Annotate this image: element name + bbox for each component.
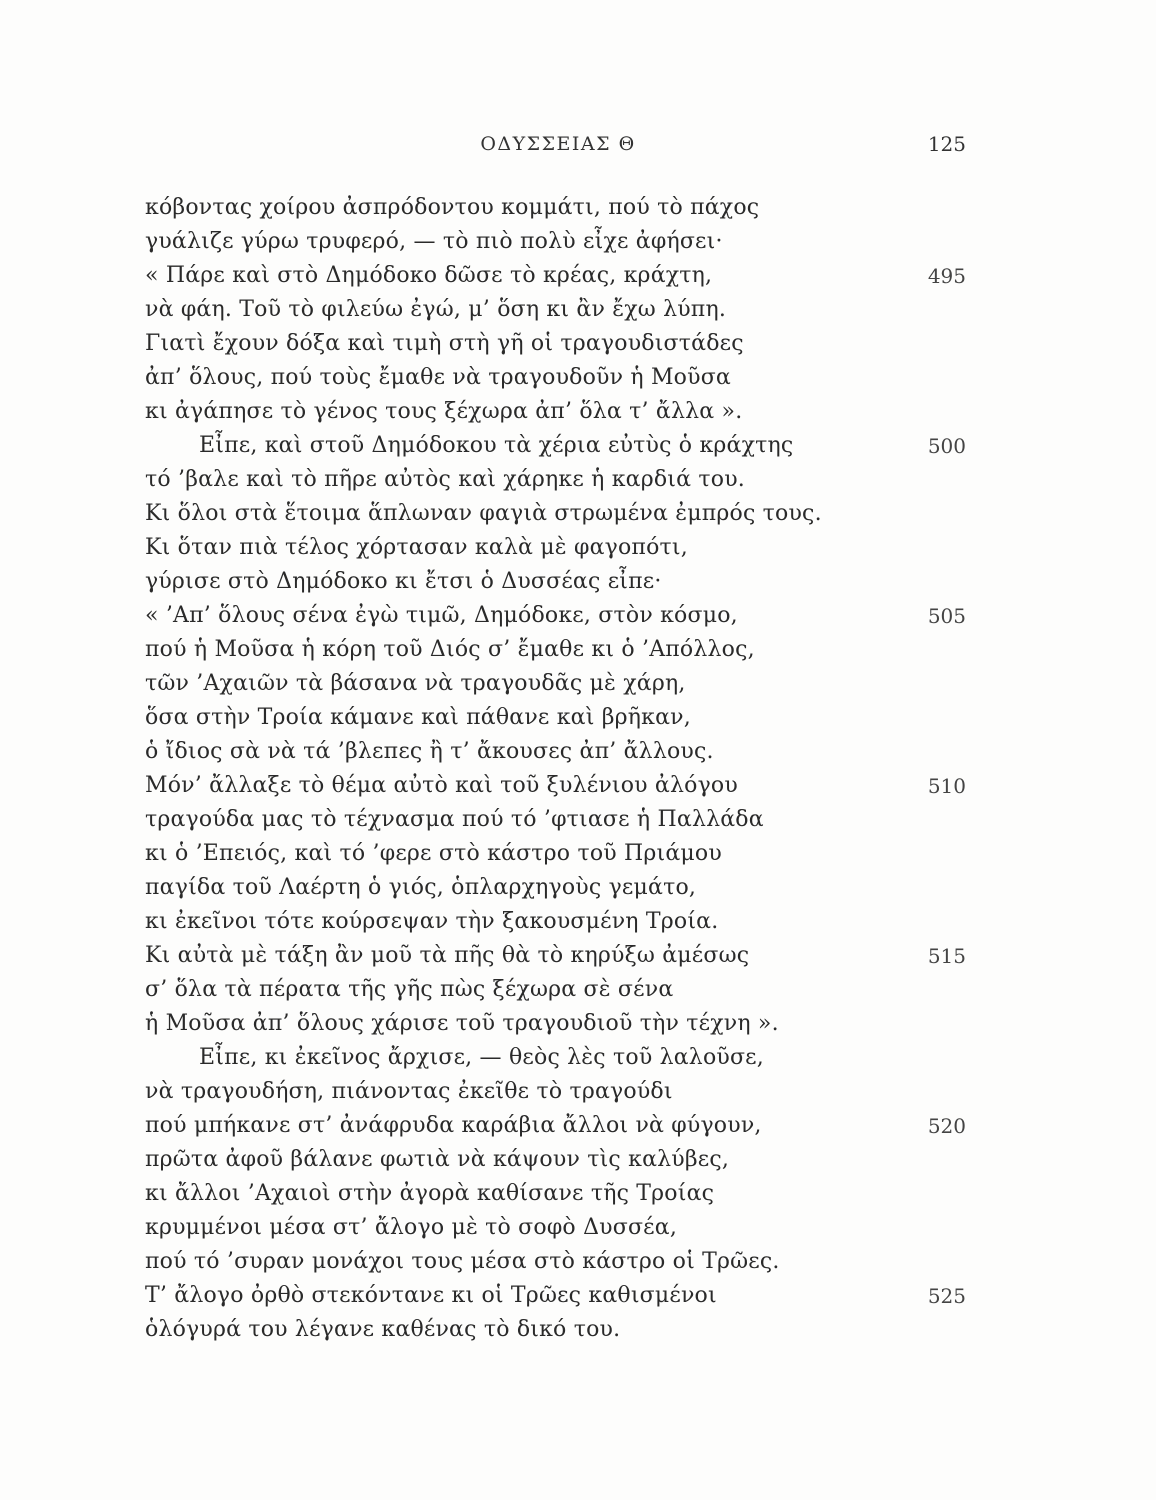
verse-line xyxy=(145,361,975,395)
verse-text: γύρισε στὸ Δημόδοκο κι ἔτσι ὁ Δυσσέας εἶπε· xyxy=(145,569,662,594)
running-title: ΟΔΥΣΣΕΙΑΣ Θ xyxy=(480,133,636,155)
verse-line xyxy=(145,259,975,293)
line-number: 505 xyxy=(927,604,966,628)
verse-text: κι ἄλλοι ’Αχαιοὶ στὴν ἀγορὰ καθίσανε τῆς Τροίας xyxy=(145,1181,715,1206)
verse-line xyxy=(145,769,975,803)
verse-line xyxy=(145,531,975,565)
verse-text: πρῶτα ἀφοῦ βάλανε φωτιὰ νὰ κάψουν τὶς καλύβες, xyxy=(145,1147,730,1172)
verse-line xyxy=(145,973,975,1007)
verse-text: κι ὁ ’Επειός, καὶ τό ’φερε στὸ κάστρο τοῦ Πριάμου xyxy=(145,841,722,866)
verse-line xyxy=(145,1177,975,1211)
verse-line xyxy=(145,667,975,701)
verse-line xyxy=(145,1109,975,1143)
verse-line xyxy=(145,1143,975,1177)
verse-line xyxy=(145,327,975,361)
verse-line xyxy=(145,1245,975,1279)
verse-text: νὰ φάη. Τοῦ τὸ φιλεύω ἐγώ, μ’ ὅση κι ἂν ἔχω λύπη. xyxy=(145,297,727,322)
line-number: 520 xyxy=(927,1114,966,1138)
verse-text: τό ’βαλε καὶ τὸ πῆρε αὐτὸς καὶ χάρηκε ἡ καρδιά του. xyxy=(145,467,745,492)
verse-text: κι ἀγάπησε τὸ γένος τους ξέχωρα ἀπ’ ὅλα τ’ ἄλλα ». xyxy=(145,399,743,424)
verse-text: Εἶπε, καὶ στοῦ Δημόδοκου τὰ χέρια εὐτὺς ὁ κράχτης xyxy=(199,433,794,458)
verse-text: ὅσα στὴν Τροία κάμανε καὶ πάθανε καὶ βρῆκαν, xyxy=(145,705,691,730)
verse-line xyxy=(145,939,975,973)
line-number: 495 xyxy=(927,264,966,288)
verse-text: Κι ὅλοι στὰ ἕτοιμα ἅπλωναν φαγιὰ στρωμένα ἐμπρός τους. xyxy=(145,501,822,526)
verse-text: Τ’ ἄλογο ὀρθὸ στεκόντανε κι οἱ Τρῶες καθισμένοι xyxy=(145,1283,717,1308)
verse-line xyxy=(145,1313,975,1347)
verse-text: σ’ ὅλα τὰ πέρατα τῆς γῆς πὼς ξέχωρα σὲ σένα xyxy=(145,977,674,1002)
verse-text: κρυμμένοι μέσα στ’ ἄλογο μὲ τὸ σοφὸ Δυσσέα, xyxy=(145,1215,678,1240)
verse-line xyxy=(145,633,975,667)
verse-line xyxy=(145,837,975,871)
verse-line xyxy=(145,905,975,939)
line-number: 500 xyxy=(927,434,966,458)
verse-text: γυάλιζε γύρω τρυφερό, — τὸ πιὸ πολὺ εἶχε ἀφήσει· xyxy=(145,229,723,254)
verse-text: Γιατὶ ἔχουν δόξα καὶ τιμὴ στὴ γῆ οἱ τραγουδιστάδες xyxy=(145,331,744,356)
verse-line xyxy=(145,735,975,769)
verse-line xyxy=(145,1007,975,1041)
verse-text: νὰ τραγουδήση, πιάνοντας ἐκεῖθε τὸ τραγούδι xyxy=(145,1079,673,1104)
verse-text: ὁ ἴδιος σὰ νὰ τά ’βλεπες ἢ τ’ ἄκουσες ἀπ’ ἄλλους. xyxy=(145,739,714,764)
verse-line xyxy=(145,1075,975,1109)
verse-line xyxy=(145,1279,975,1313)
line-number: 525 xyxy=(927,1284,966,1308)
verse-text: Μόν’ ἄλλαξε τὸ θέμα αὐτὸ καὶ τοῦ ξυλένιου ἀλόγου xyxy=(145,773,738,798)
verse-line xyxy=(145,1211,975,1245)
verse-text: κόβοντας χοίρου ἀσπρόδοντου κομμάτι, πού τὸ πάχος xyxy=(145,195,760,220)
verse-text: ὁλόγυρά του λέγανε καθένας τὸ δικό του. xyxy=(145,1317,621,1342)
verse-line xyxy=(145,191,975,225)
verse-line xyxy=(145,395,975,429)
verse-line xyxy=(145,701,975,735)
page-header xyxy=(0,128,1156,160)
verse-line xyxy=(145,497,975,531)
line-number: 510 xyxy=(927,774,966,798)
verse-text: ἡ Μοῦσα ἀπ’ ὅλους χάρισε τοῦ τραγουδιοῦ τὴν τέχνη ». xyxy=(145,1011,779,1036)
verse-line xyxy=(145,871,975,905)
verse-line xyxy=(145,429,975,463)
verse-text: τραγούδα μας τὸ τέχνασμα πού τό ’φτιασε ἡ Παλλάδα xyxy=(145,807,764,832)
verse-text: ἀπ’ ὅλους, πού τοὺς ἔμαθε νὰ τραγουδοῦν ἡ Μοῦσα xyxy=(145,365,731,390)
verse-text: πού ἡ Μοῦσα ἡ κόρη τοῦ Διός σ’ ἔμαθε κι ὁ ’Απόλλος, xyxy=(145,637,755,662)
verse-text: τῶν ’Αχαιῶν τὰ βάσανα νὰ τραγουδᾶς μὲ χάρη, xyxy=(145,671,686,696)
page-number: 125 xyxy=(927,132,966,156)
verse-line xyxy=(145,293,975,327)
verse-line xyxy=(145,565,975,599)
verse-line xyxy=(145,463,975,497)
verse-line xyxy=(145,225,975,259)
verse-line xyxy=(145,1041,975,1075)
line-number: 515 xyxy=(927,944,966,968)
verse-line xyxy=(145,803,975,837)
verse-block xyxy=(145,191,975,1347)
verse-text: « Πάρε καὶ στὸ Δημόδοκο δῶσε τὸ κρέας, κράχτη, xyxy=(145,263,713,288)
verse-text: πού μπήκανε στ’ ἀνάφρυδα καράβια ἄλλοι νὰ φύγουν, xyxy=(145,1113,762,1138)
verse-text: Κι αὐτὰ μὲ τάξη ἂν μοῦ τὰ πῆς θὰ τὸ κηρύξω ἀμέσως xyxy=(145,943,750,968)
verse-line xyxy=(145,599,975,633)
verse-text: παγίδα τοῦ Λαέρτη ὁ γιός, ὁπλαρχηγοὺς γεμάτο, xyxy=(145,875,697,900)
verse-text: Εἶπε, κι ἐκεῖνος ἄρχισε, — θεὸς λὲς τοῦ λαλοῦσε, xyxy=(199,1045,764,1070)
verse-text: Κι ὅταν πιὰ τέλος χόρτασαν καλὰ μὲ φαγοπότι, xyxy=(145,535,688,560)
verse-text: « ’Απ’ ὅλους σένα ἐγὼ τιμῶ, Δημόδοκε, στὸν κόσμο, xyxy=(145,603,738,628)
verse-text: κι ἐκεῖνοι τότε κούρσεψαν τὴν ξακουσμένη Τροία. xyxy=(145,909,719,934)
verse-text: πού τό ’συραν μονάχοι τους μέσα στὸ κάστρο οἱ Τρῶες. xyxy=(145,1249,780,1274)
